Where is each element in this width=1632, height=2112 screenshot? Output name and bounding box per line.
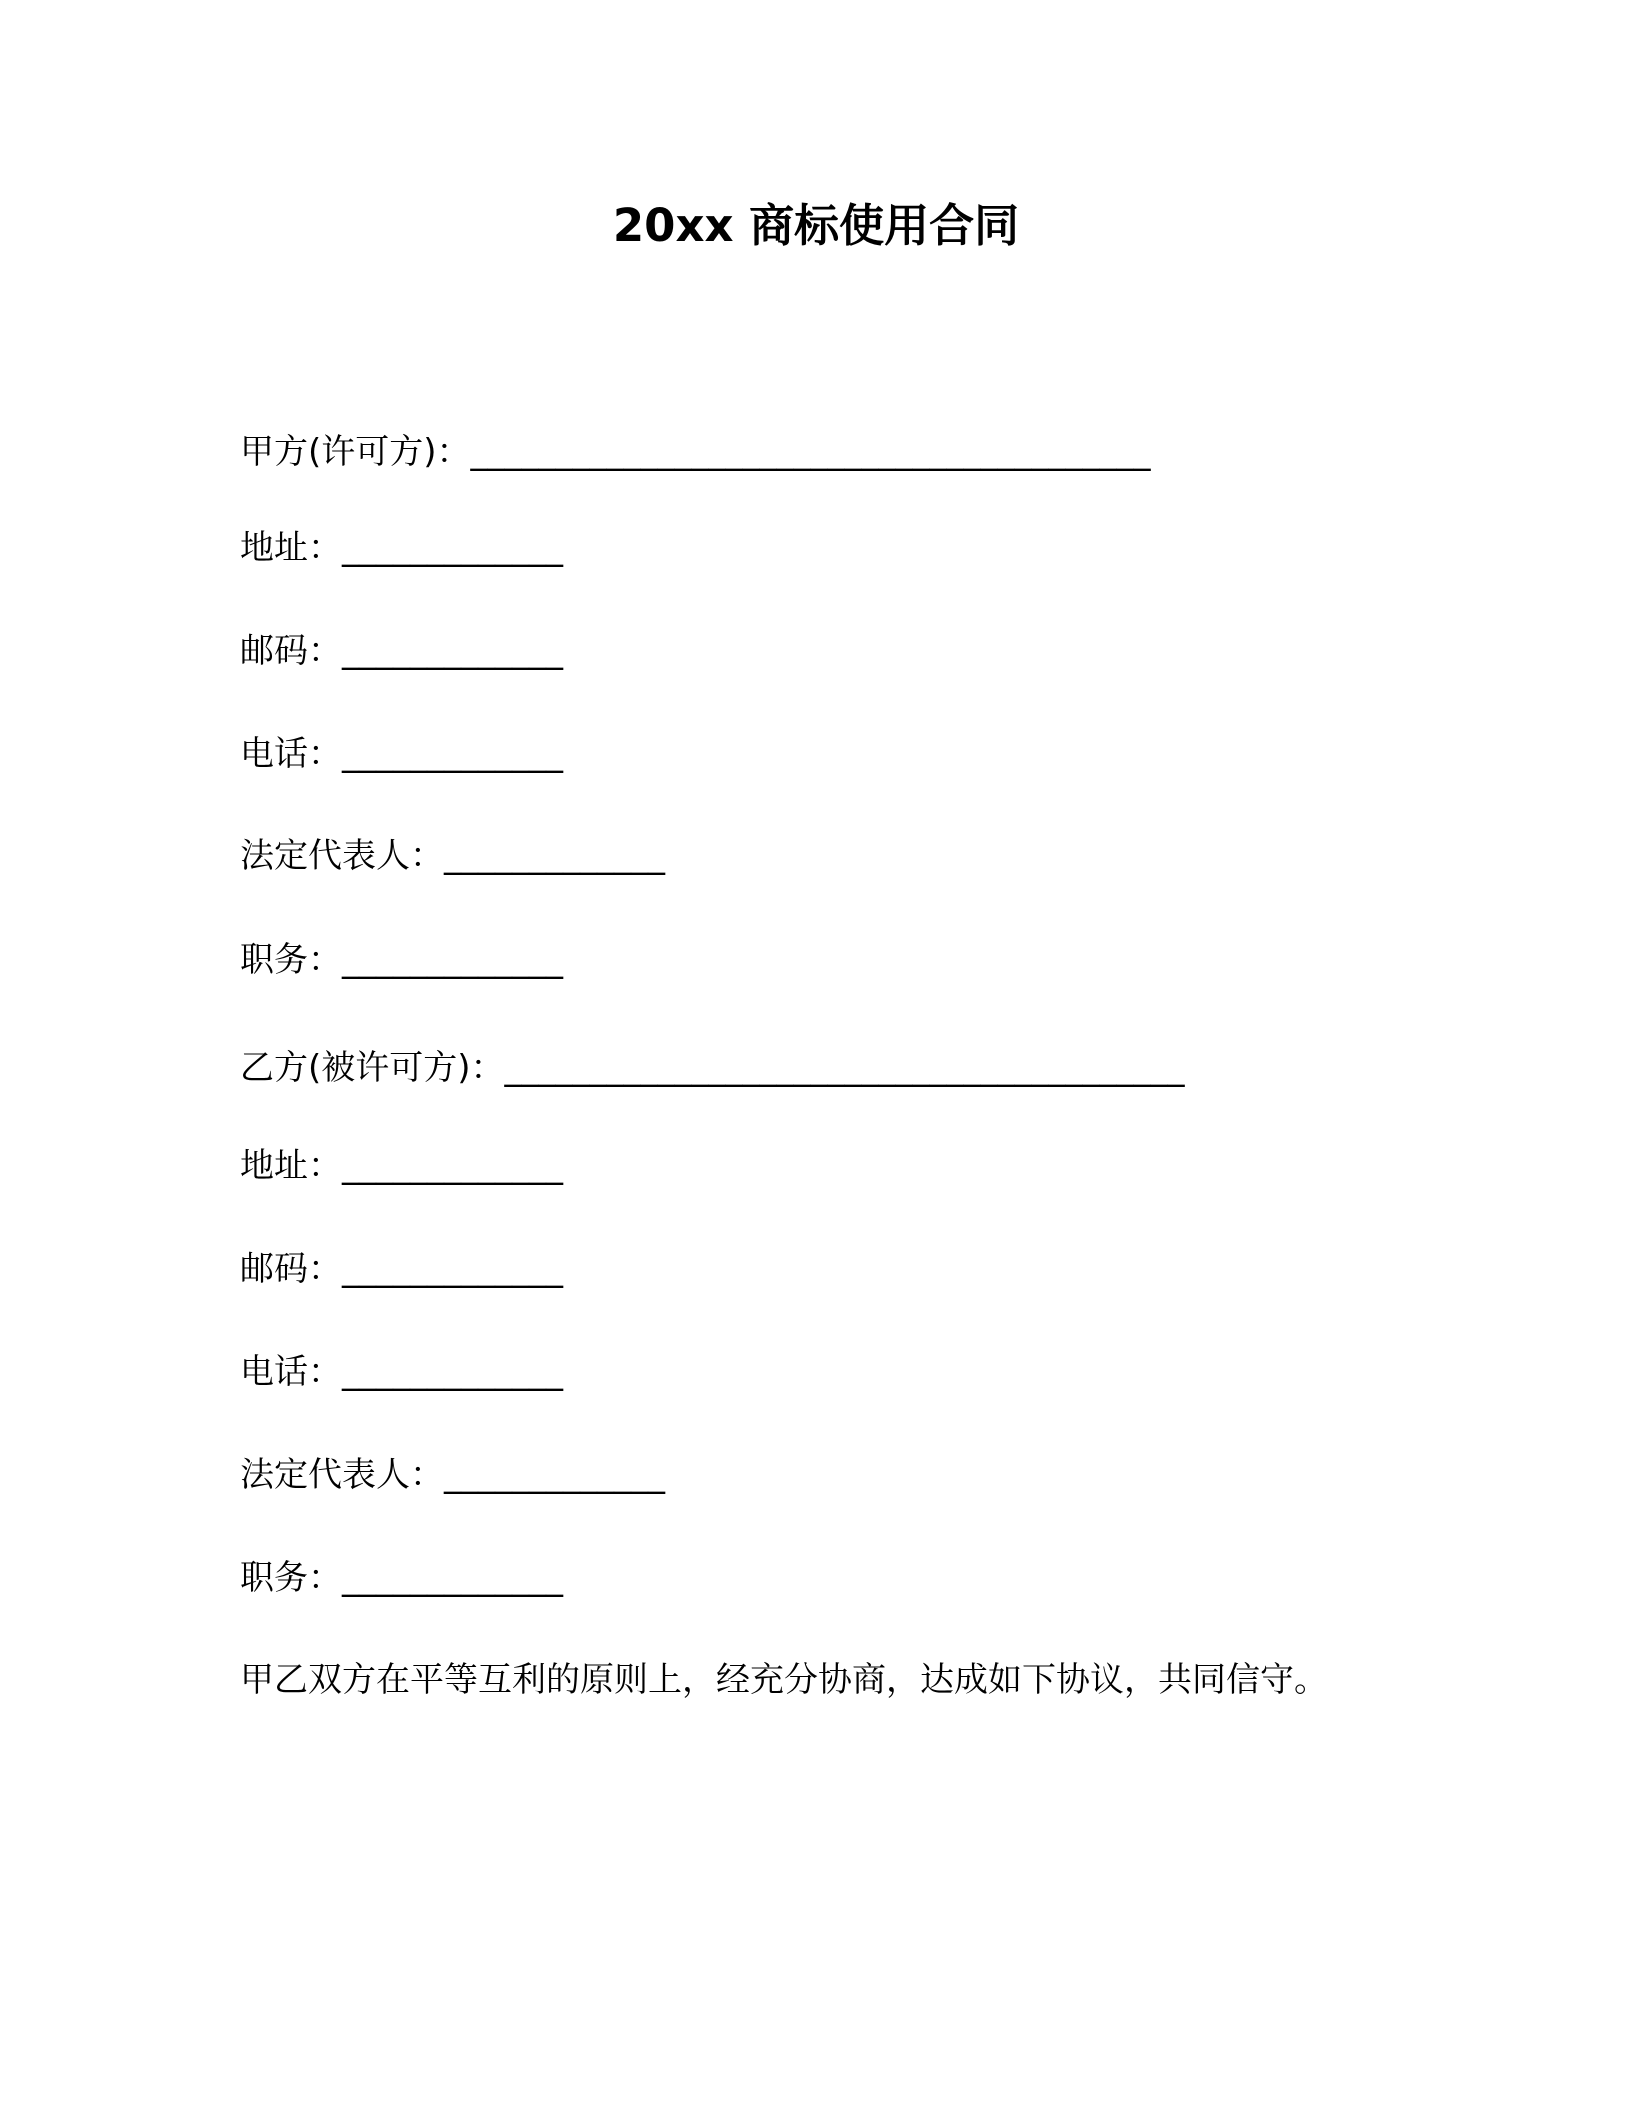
document-title: 20xx 商标使用合同 bbox=[612, 199, 1020, 252]
party-b-name-line: 乙方(被许可方)：________________________________________ bbox=[240, 1048, 1185, 1088]
party-a-phone-line: 电话：_____________ bbox=[240, 734, 563, 774]
party-b-phone-line: 电话：_____________ bbox=[240, 1352, 563, 1392]
party-a-legal-rep-line: 法定代表人：_____________ bbox=[240, 836, 665, 876]
party-a-address-line: 地址：_____________ bbox=[240, 528, 563, 568]
party-a-position-line: 职务：_____________ bbox=[240, 940, 563, 980]
party-b-position-line: 职务：_____________ bbox=[240, 1558, 563, 1598]
party-a-postcode-line: 邮码：_____________ bbox=[240, 631, 563, 671]
party-b-postcode-line: 邮码：_____________ bbox=[240, 1249, 563, 1289]
party-a-name-line: 甲方(许可方)：________________________________________ bbox=[240, 432, 1151, 472]
party-b-address-line: 地址：_____________ bbox=[240, 1146, 563, 1186]
intro-paragraph: 甲乙双方在平等互利的原则上，经充分协商，达成如下协议，共同信守。 bbox=[240, 1660, 1328, 1700]
party-b-legal-rep-line: 法定代表人：_____________ bbox=[240, 1455, 665, 1495]
